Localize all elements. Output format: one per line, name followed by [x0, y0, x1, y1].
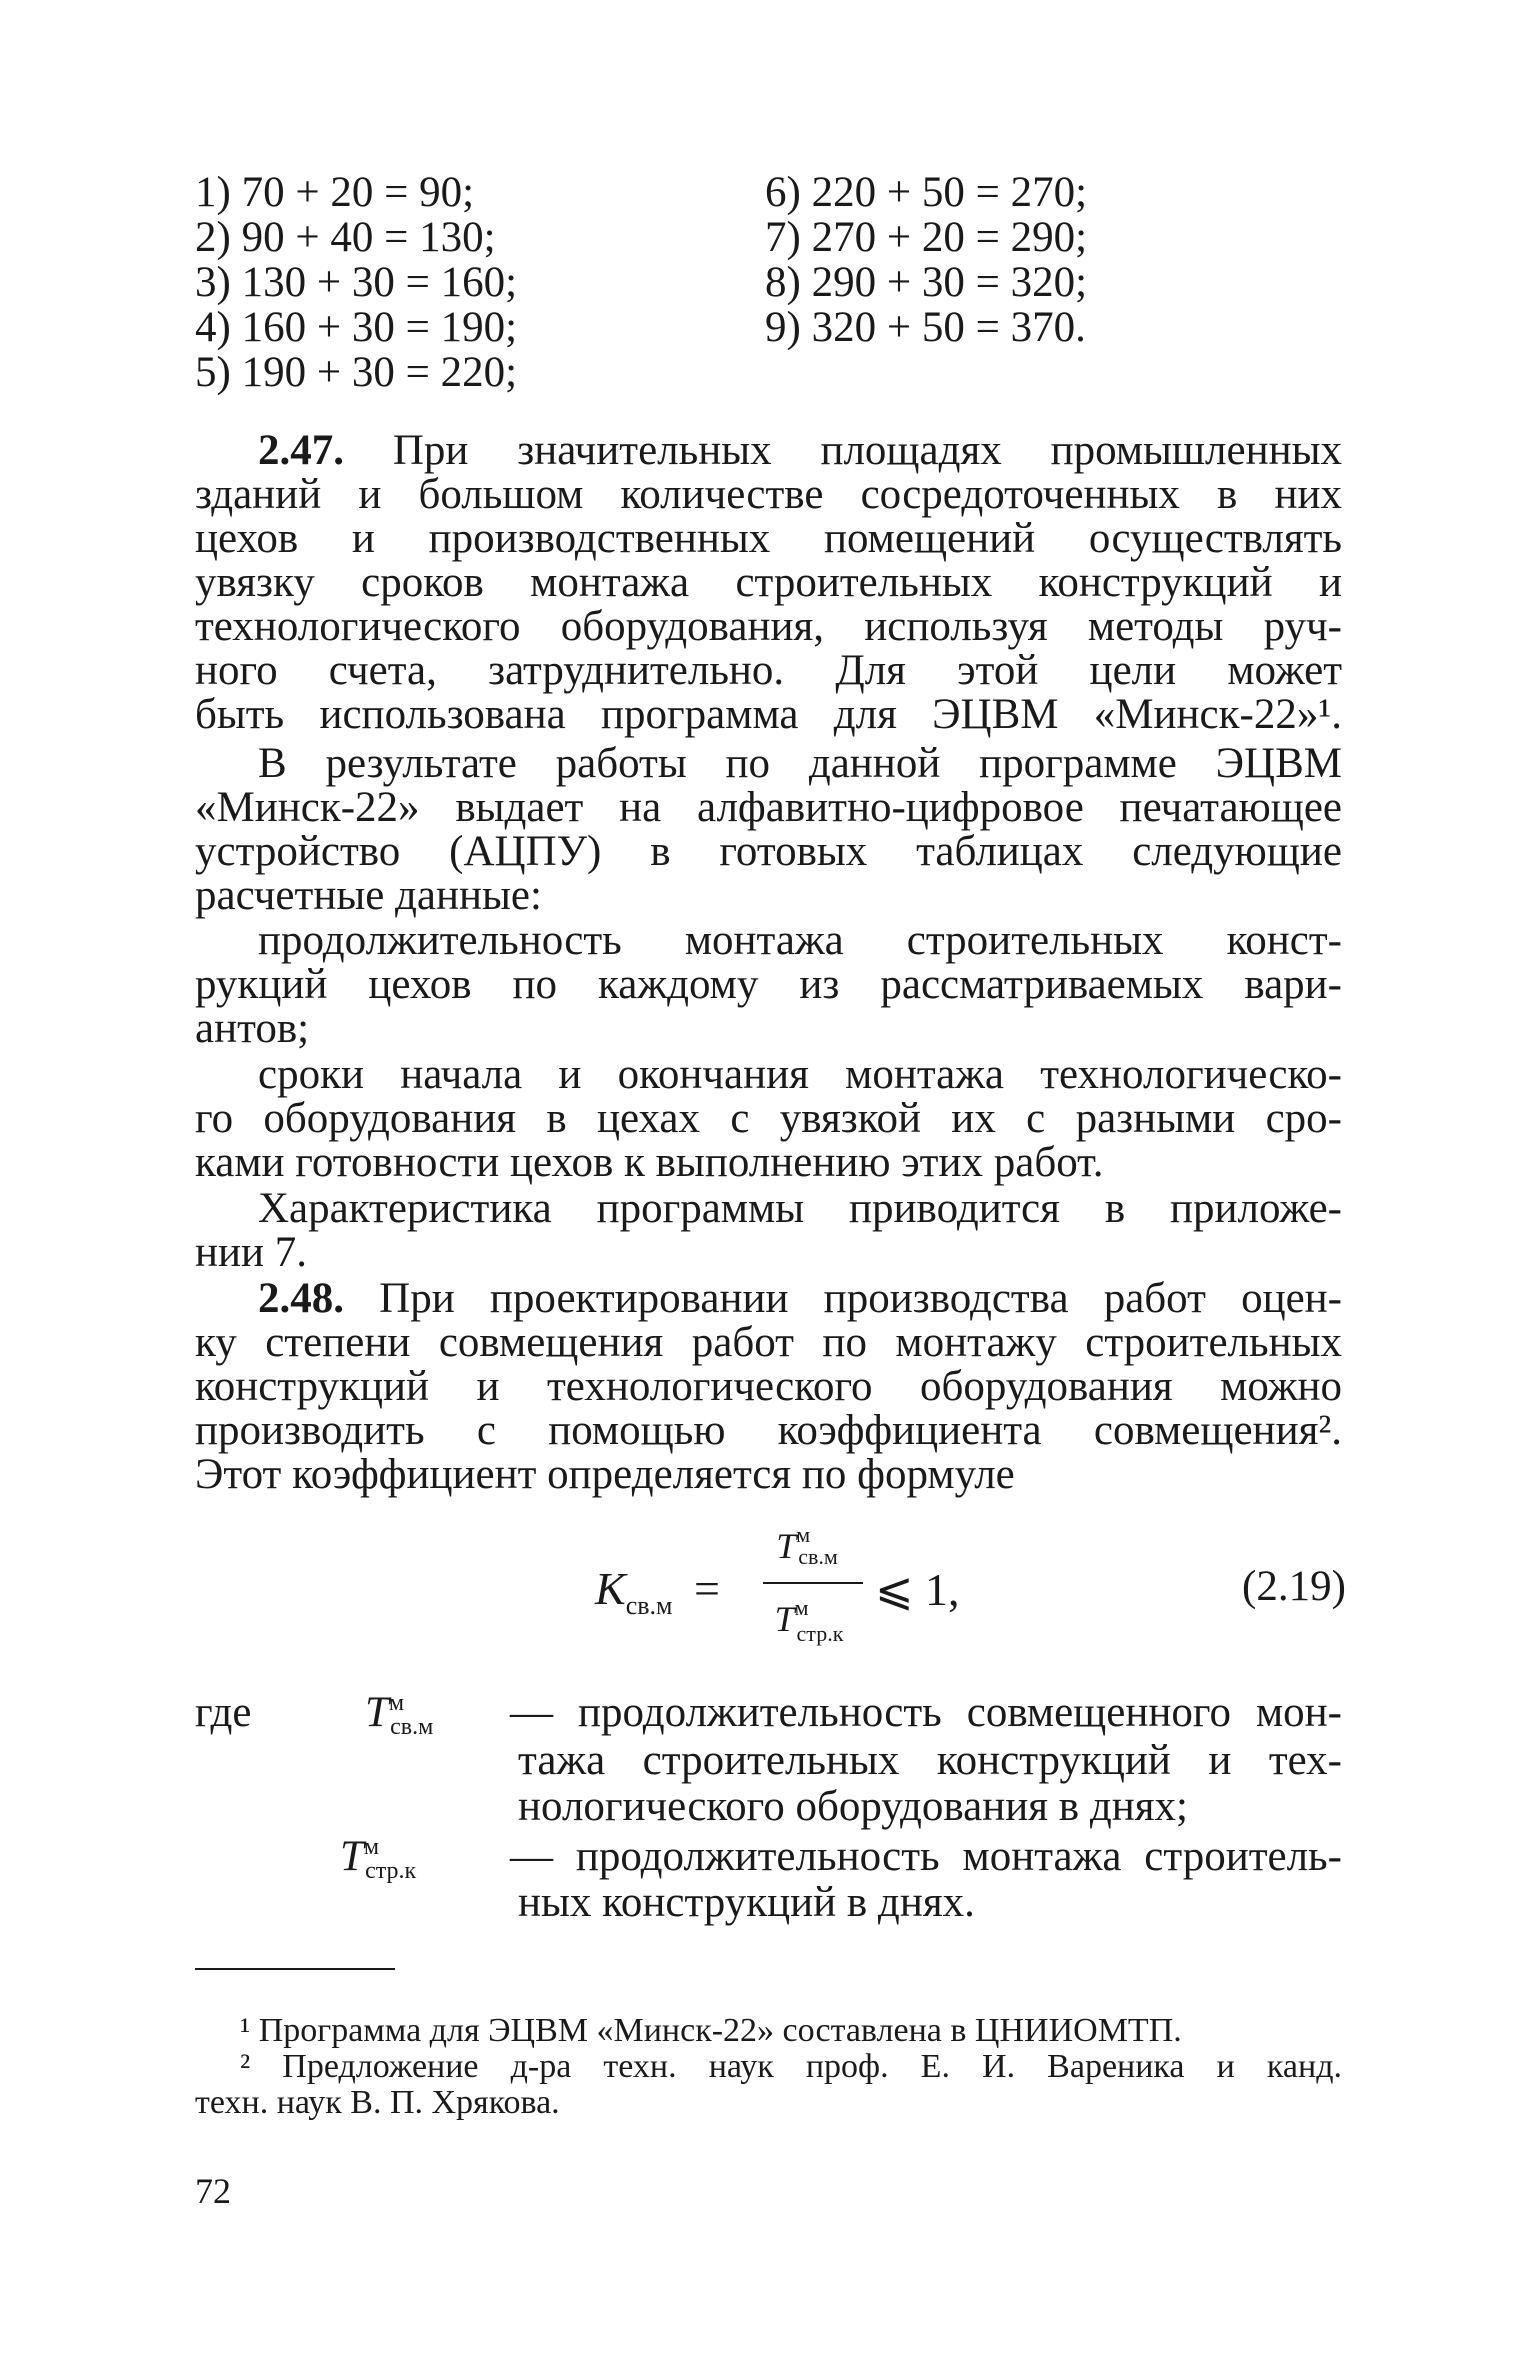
where-def1-symbol: $T^мсв.м$	[365, 1689, 434, 1740]
item-duration-line-3: антов;	[195, 1005, 310, 1052]
where-def2-line-2: ных конструкций в днях.	[518, 1879, 975, 1926]
footnote-1: ¹ Программа для ЭЦВМ «Минск-22» составлена в ЦНИИОМТП.	[240, 2012, 1182, 2049]
para-247-line-6: ного счета, затруднительно. Для этой цели может	[195, 647, 1342, 694]
fraction-bar	[763, 1582, 863, 1584]
where-def1-line-1: — продолжительность совмещенного мон-	[510, 1689, 1342, 1736]
para-247-line-5: технологического оборудования, используя методы руч-	[195, 603, 1342, 650]
footnote-2-line-1: ² Предложение д-ра техн. наук проф. Е. И. Вареника и канд.	[240, 2048, 1342, 2085]
sum-line-6: 6) 220 + 50 = 270;	[765, 169, 1088, 216]
sum-line-8: 8) 290 + 30 = 320;	[765, 259, 1088, 306]
para-248-line-3: конструкций и технологического оборудования можно	[195, 1363, 1342, 1410]
para-248-line-1: 2.48. При проектировании производства работ оцен-	[258, 1275, 1342, 1322]
formula-rhs: ⩽ 1,	[875, 1564, 960, 1615]
where-def1-line-2: тажа строительных конструкций и тех-	[518, 1737, 1342, 1784]
where-def2-line-1: — продолжительность монтажа строитель-	[510, 1833, 1342, 1880]
para-248-line-4: производить с помощью коэффициента совмещения².	[195, 1407, 1342, 1454]
para-result-line-3: устройство (АЦПУ) в готовых таблицах следующие	[195, 828, 1342, 875]
item-duration-line-1: продолжительность монтажа строительных конст-	[258, 917, 1342, 964]
para-result-line-4: расчетные данные:	[195, 872, 542, 919]
para-result-line-1: В результате работы по данной программе ЭЦВМ	[258, 740, 1342, 787]
para-248-line-2: ку степени совмещения работ по монтажу строительных	[195, 1319, 1342, 1366]
sum-line-1: 1) 70 + 20 = 90;	[195, 169, 475, 216]
para-247-number: 2.47.	[258, 427, 344, 474]
sum-line-5: 5) 190 + 30 = 220;	[195, 349, 518, 396]
page-number: 72	[195, 2171, 231, 2211]
sum-line-7: 7) 270 + 20 = 290;	[765, 214, 1088, 261]
sum-line-2: 2) 90 + 40 = 130;	[195, 214, 496, 261]
formula-lhs: $K_{св.м}$ =	[595, 1563, 720, 1620]
where-def1-line-3: нологического оборудования в днях;	[518, 1783, 1188, 1830]
para-248-line-5: Этот коэффициент определяется по формуле	[195, 1451, 1015, 1498]
sum-line-4: 4) 160 + 30 = 190;	[195, 304, 518, 351]
footnote-2-line-2: техн. наук В. П. Хрякова.	[195, 2084, 560, 2121]
sums-right-column	[765, 170, 1087, 350]
para-char-line-1: Характеристика программы приводится в приложе-	[258, 1185, 1342, 1232]
para-247-line-7: быть использована программа для ЭЦВМ «Минск-22»¹.	[195, 691, 1342, 738]
item-terms-line-3: ками готовности цехов к выполнению этих работ.	[195, 1139, 1104, 1186]
formula-numerator: $T^мсв.м$	[776, 1522, 838, 1569]
para-char-line-2: нии 7.	[195, 1229, 308, 1276]
para-247-line-2: зданий и большом количестве сосредоточенных в них	[195, 471, 1342, 518]
sums-left-column	[195, 170, 517, 395]
sum-line-3: 3) 130 + 30 = 160;	[195, 259, 518, 306]
item-terms-line-1: сроки начала и окончания монтажа технологическо-	[258, 1051, 1342, 1098]
para-247-line-3: цехов и производственных помещений осуществлять	[195, 515, 1342, 562]
sum-line-9: 9) 320 + 50 = 370.	[765, 304, 1086, 351]
para-248-number: 2.48.	[258, 1275, 344, 1322]
where-def2-symbol: $T^мстр.к$	[340, 1833, 417, 1884]
item-duration-line-2: рукций цехов по каждому из рассматриваемых вари-	[195, 961, 1342, 1008]
para-247-line-4: увязку сроков монтажа строительных конструкций и	[195, 559, 1342, 606]
where-label: где	[195, 1689, 252, 1736]
formula-number: (2.19)	[1242, 1563, 1346, 1610]
footnote-separator	[195, 1968, 395, 1970]
para-247-line-1: 2.47. При значительных площадях промышленных	[258, 427, 1342, 474]
item-terms-line-2: го оборудования в цехах с увязкой их с разными сро-	[195, 1095, 1342, 1142]
para-result-line-2: «Минск-22» выдает на алфавитно-цифровое печатающее	[195, 784, 1342, 831]
formula-denominator: $T^м_{стр.к}$	[774, 1595, 844, 1646]
